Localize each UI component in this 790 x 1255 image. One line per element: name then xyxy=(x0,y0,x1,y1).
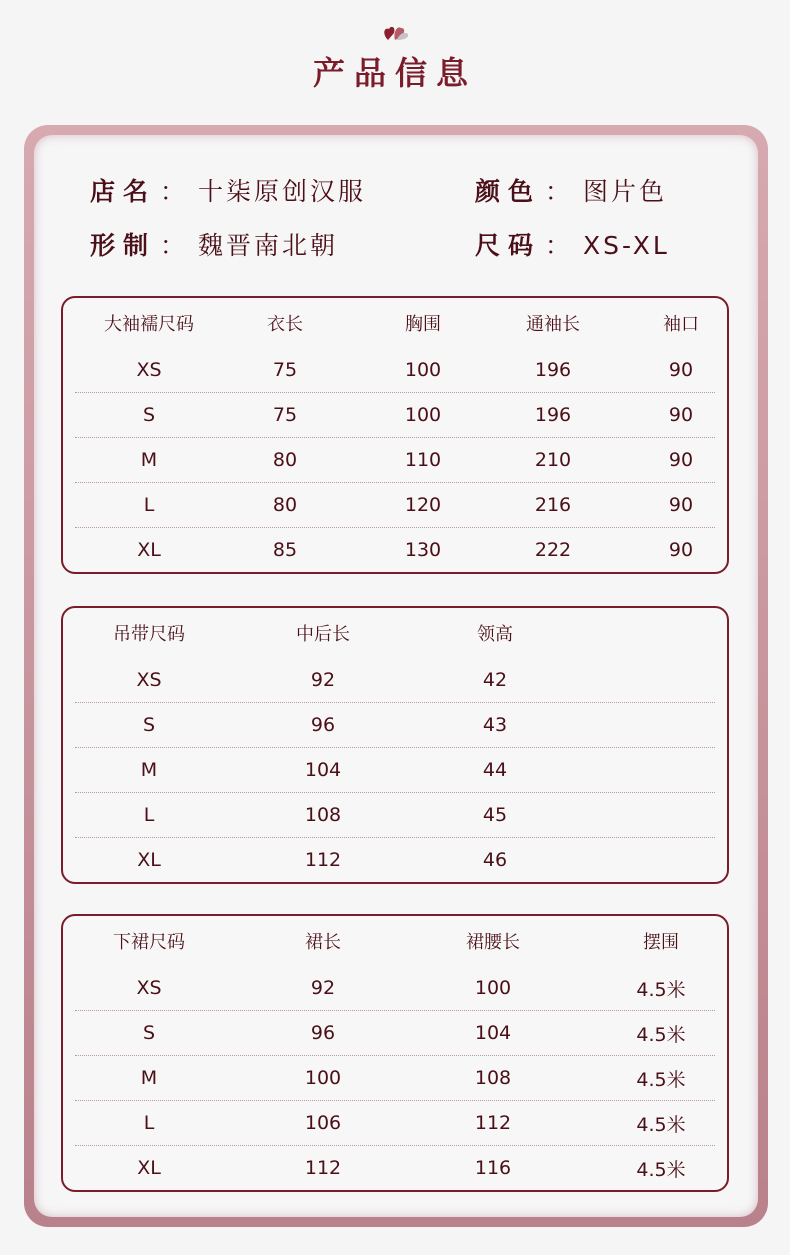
info-colon: ： xyxy=(160,231,189,260)
header-cell: 中后长 xyxy=(296,624,350,645)
table-cell: 96 xyxy=(310,714,336,736)
header-cell: 袖口 xyxy=(663,314,699,335)
info-shop xyxy=(90,172,366,208)
table-cell: 92 xyxy=(310,669,336,691)
table-cell: L xyxy=(143,494,155,516)
table-row xyxy=(75,1055,715,1100)
table-cell: 42 xyxy=(482,669,508,691)
table-row xyxy=(75,658,715,702)
table-cell: 116 xyxy=(474,1157,512,1179)
table-cell: 4.5米 xyxy=(636,1158,686,1181)
table-cell: 112 xyxy=(304,849,342,871)
table-cell: 216 xyxy=(534,494,572,516)
info-style-key: 形制 xyxy=(90,231,157,260)
table-cell: 46 xyxy=(482,849,508,871)
table-cell: 196 xyxy=(534,404,572,426)
table-cell: 80 xyxy=(272,449,298,471)
table-cell: L xyxy=(143,1112,155,1134)
table-cell: 100 xyxy=(404,404,442,426)
info-colon: ： xyxy=(160,177,189,206)
table-row xyxy=(75,527,715,572)
info-style xyxy=(90,226,338,262)
table-cell: 90 xyxy=(668,404,694,426)
header-cell: 衣长 xyxy=(267,314,303,335)
table-cell: S xyxy=(142,1022,156,1044)
header-cell: 通袖长 xyxy=(526,314,580,335)
header-cell: 大袖襦尺码 xyxy=(104,314,194,335)
table-cell: 100 xyxy=(304,1067,342,1089)
table-cell: L xyxy=(143,804,155,826)
table-cell: XS xyxy=(136,359,162,381)
table-cell: 90 xyxy=(668,449,694,471)
table-cell: 43 xyxy=(482,714,508,736)
info-colon: ： xyxy=(545,177,574,206)
table-cell: 196 xyxy=(534,359,572,381)
table-header xyxy=(75,916,715,966)
heart-petals-icon xyxy=(380,22,410,42)
table-cell: 4.5米 xyxy=(636,1113,686,1136)
table-cell: 4.5米 xyxy=(636,978,686,1001)
table-cell: XS xyxy=(136,977,162,999)
info-style-value: 魏晋南北朝 xyxy=(198,231,339,260)
table-row xyxy=(75,792,715,837)
header-cell: 领高 xyxy=(477,624,513,645)
table-cell: 110 xyxy=(404,449,442,471)
table-cell: M xyxy=(140,449,158,471)
table-row xyxy=(75,1145,715,1190)
table-cell: 120 xyxy=(404,494,442,516)
info-color xyxy=(475,172,667,208)
table-cell: 106 xyxy=(304,1112,342,1134)
table-cell: 75 xyxy=(272,359,298,381)
header-cell: 裙腰长 xyxy=(466,932,520,953)
header-cell: 胸围 xyxy=(405,314,441,335)
table-cell: 104 xyxy=(474,1022,512,1044)
table-cell: 80 xyxy=(272,494,298,516)
info-size xyxy=(475,226,670,262)
header-cell: 裙长 xyxy=(305,932,341,953)
table-cell: 130 xyxy=(404,539,442,561)
table-cell: 90 xyxy=(668,494,694,516)
table-cell: 108 xyxy=(474,1067,512,1089)
table-cell: XL xyxy=(137,849,161,871)
table-row xyxy=(75,747,715,792)
table-cell: 112 xyxy=(474,1112,512,1134)
table-cell: XL xyxy=(137,1157,161,1179)
table-cell: 222 xyxy=(534,539,572,561)
table-cell: 4.5米 xyxy=(636,1068,686,1091)
table-row xyxy=(75,482,715,527)
table-cell: 112 xyxy=(304,1157,342,1179)
table-cell: 96 xyxy=(310,1022,336,1044)
table-cell: 75 xyxy=(272,404,298,426)
table-top-size xyxy=(61,296,729,574)
table-cell: S xyxy=(142,404,156,426)
info-shop-value: 十柒原创汉服 xyxy=(198,177,367,206)
table-cell: 210 xyxy=(534,449,572,471)
table-header xyxy=(75,298,715,348)
table-row xyxy=(75,348,715,392)
table-row xyxy=(75,437,715,482)
table-cell: 4.5米 xyxy=(636,1023,686,1046)
table-cell: 85 xyxy=(272,539,298,561)
header-cell: 摆围 xyxy=(643,932,679,953)
table-cell: 45 xyxy=(482,804,508,826)
table-row xyxy=(75,1010,715,1055)
page-title: 产品信息 xyxy=(312,54,477,92)
table-header xyxy=(75,608,715,658)
table-cell: 100 xyxy=(474,977,512,999)
info-size-value: XS-XL xyxy=(583,231,670,260)
info-color-value: 图片色 xyxy=(583,177,668,206)
table-cell: 90 xyxy=(668,359,694,381)
table-cell: XL xyxy=(137,539,161,561)
table-row xyxy=(75,837,715,882)
table-row xyxy=(75,1100,715,1145)
header-cell: 下裙尺码 xyxy=(113,932,185,953)
table-cell: 108 xyxy=(304,804,342,826)
table-camisole-size xyxy=(61,606,729,884)
info-shop-key: 店名 xyxy=(90,177,157,206)
table-cell: M xyxy=(140,1067,158,1089)
table-cell: S xyxy=(142,714,156,736)
table-row xyxy=(75,966,715,1010)
table-skirt-size xyxy=(61,914,729,1192)
table-cell: M xyxy=(140,759,158,781)
table-cell: 90 xyxy=(668,539,694,561)
table-cell: 100 xyxy=(404,359,442,381)
info-colon: ： xyxy=(545,231,574,260)
table-cell: XS xyxy=(136,669,162,691)
table-cell: 104 xyxy=(304,759,342,781)
table-row xyxy=(75,392,715,437)
table-cell: 92 xyxy=(310,977,336,999)
table-row xyxy=(75,702,715,747)
header-cell: 吊带尺码 xyxy=(113,624,185,645)
info-color-key: 颜色 xyxy=(475,177,542,206)
table-cell: 44 xyxy=(482,759,508,781)
info-size-key: 尺码 xyxy=(475,231,542,260)
